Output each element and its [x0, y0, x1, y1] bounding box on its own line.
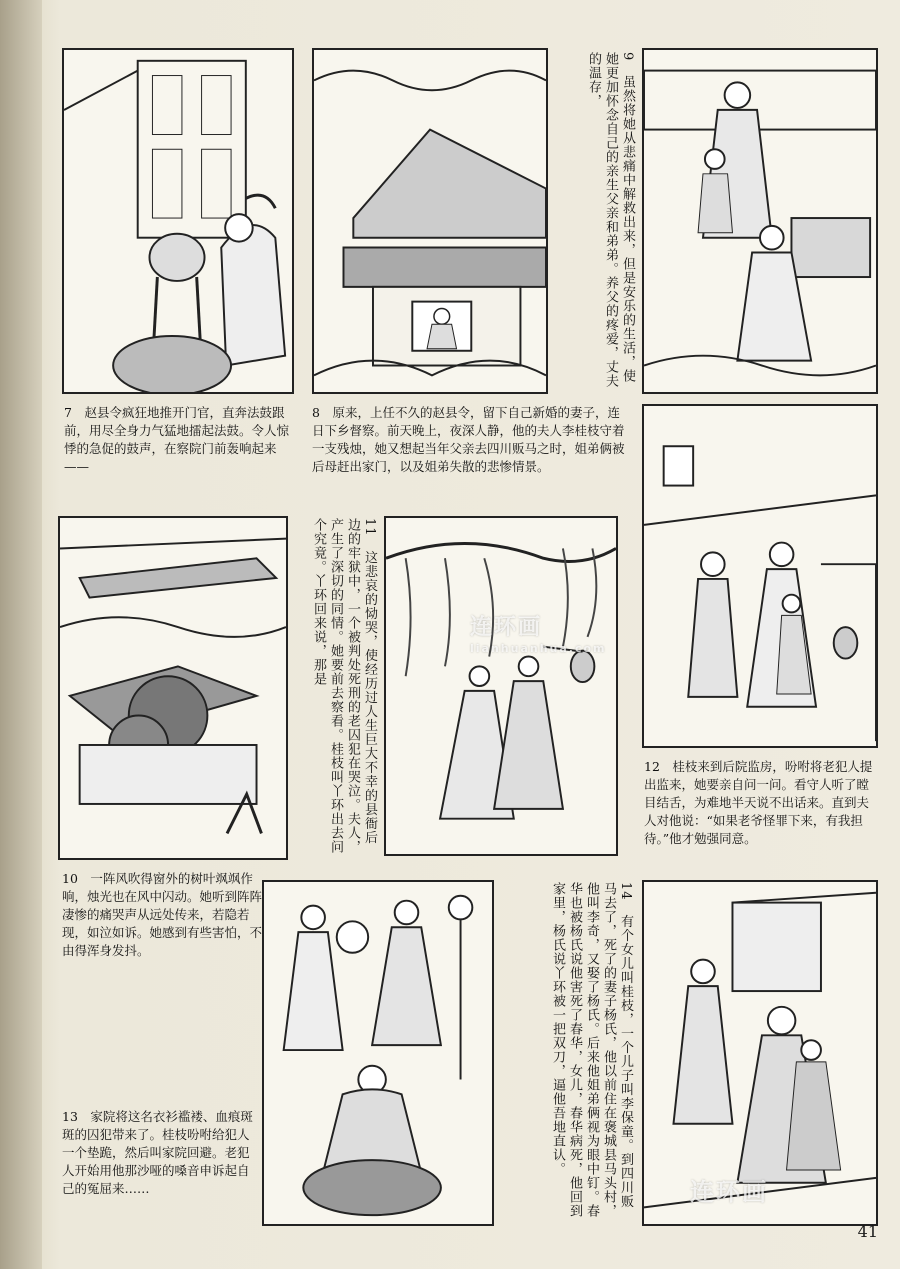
panel-10-illustration — [58, 516, 288, 860]
panel-11-caption: 11 这悲哀的恸哭，使经历过人生巨大不幸的县衙后边的牢狱中，一个被判处死刑的老囚犯在哭泣。夫人，产生了深切的同情。她要前去察看。桂枝叫丫环出去问个究竟。丫环回来说，那是 — [311, 518, 377, 854]
prison-yard-scene-icon — [644, 406, 876, 746]
book-spine — [0, 0, 42, 1269]
panel-12-illustration — [642, 404, 878, 748]
panel-7-caption: 7 赵县令疯狂地推开门官，直奔法鼓跟前，用尽全身力气猛地擂起法鼓。令人惊悸的急促的鼓声，在察院门前轰响起来—— — [64, 405, 290, 474]
courtyard-rooftops-scene-icon — [60, 518, 286, 858]
panel-8-caption: 8 原来，上任不久的赵县令，留下自己新婚的妻子，连日下乡督察。前天晚上，夜深人静，他的夫人李桂枝守着一支残烛，她又想起当年父亲去四川贩马之时，姐弟俩被后母赶出家门，以及姐弟失散的悲惨情景。 — [312, 405, 625, 474]
kneeling-prisoner-scene-icon — [264, 882, 492, 1224]
panel-13-illustration — [262, 880, 494, 1226]
watermark-site: lianhuanhua.com — [470, 642, 607, 655]
panel-8-illustration — [312, 48, 548, 394]
family-room-scene-icon — [644, 50, 876, 392]
panel-9-illustration — [642, 48, 878, 394]
panel-12-caption: 12 桂枝来到后院监房，吩咐将老犯人提出监来，她要亲自问一问。看守人听了瞠目结舌，为难地半天说不出话来。直到夫人对他说：“如果老爷怪罪下来，有我担待。”他才勉强同意。 — [644, 759, 873, 846]
panel-14-caption: 14 有个女儿叫桂枝，一个儿子叫李保童。到四川贩马去了，死了的妻子杨氏，他以前住在褒城县马头村，他叫李奇，又娶了杨氏。后来他姐弟俩视为眼中钉。春华也被杨氏说他害死了春华，女儿，春华病死，他回到家里，杨氏说丫环被一把双刀，逼他吾地直认。 — [550, 882, 633, 1218]
page-number: 41 — [857, 1222, 878, 1241]
watermark-logo-corner: 连环画 — [690, 1178, 768, 1206]
panel-7-illustration — [62, 48, 294, 394]
panel-9-caption: 9 虽然将她从悲痛中解救出来，但是安乐的生活，使她更加怀念自己的亲生父亲和弟弟。养父的疼爱，丈夫的温存， — [586, 52, 635, 388]
drum-striking-scene-icon — [64, 50, 292, 392]
panel-13-caption: 13 家院将这名衣衫褴褛、血痕斑斑的囚犯带来了。桂枝吩咐给犯人一个垫跪，然后叫家院回避。老犯人开始用他那沙哑的嗓音申诉起自己的冤屈来…… — [62, 1109, 253, 1196]
panel-11-illustration — [384, 516, 618, 856]
panel-10-caption: 10 一阵风吹得窗外的树叶飒飒作响，烛光也在风中闪动。她听到阵阵凄惨的痛哭声从远处传来，若隐若现，如泣如诉。她感到有些害怕，不由得浑身发抖。 — [62, 871, 263, 958]
pavilion-window-scene-icon — [314, 50, 546, 392]
watermark-logo: 连环画 — [470, 615, 543, 640]
willow-lantern-scene-icon — [386, 518, 616, 854]
